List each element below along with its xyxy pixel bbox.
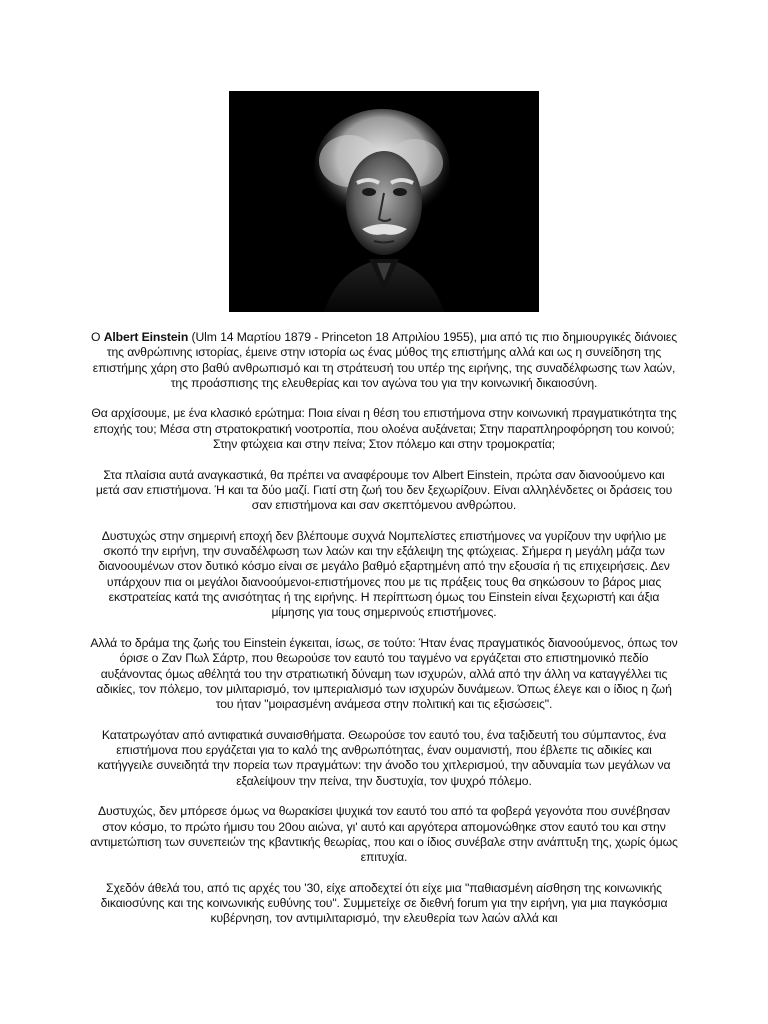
paragraph-1: [90, 330, 678, 391]
paragraph-1-body: (Ulm 14 Μαρτίου 1879 - Princeton 18 Απριλίου 1955), μια από τις πιο δημιουργικές διάνοιες της ανθρώπινης ιστορίας, έμεινε στην ιστορία ως ένας μύθος της επιστήμης αλλά και ως η συνείδηση της επιστήμης χάρη στο βαθύ ανθρωπισμό και τη στράτευσή του υπέρ της ειρήνης, της συναδέλφωσης των λαών, της προάσπισης της ελευθερίας και τον αγώνα του για την κοινωνική δικαιοσύνη.: [92, 330, 677, 390]
paragraph-7: Δυστυχώς, δεν μπόρεσε όμως να θωρακίσει ψυχικά τον εαυτό του από τα φοβερά γεγονότα που συνέβησαν στον κόσμο, το πρώτο ήμισυ του 20ου αιώνα, γι' αυτό και αργότερα απομονώθηκε στον εαυτό του και στην αντιμετώπιση των συνεπειών της κβαντικής θεωρίας, που και ο ίδιος συνέβαλε στην ανάπτυξη της, χωρίς όμως επιτυχία.: [90, 804, 678, 865]
portrait-illustration: [229, 91, 539, 312]
portrait-photo: [229, 91, 539, 312]
paragraph-3: Στα πλαίσια αυτά αναγκαστικά, θα πρέπει να αναφέρουμε τον Albert Einstein, πρώτα σαν διανοούμενο και μετά σαν επιστήμονα. Ή και τα δύο μαζί. Γιατί στη ζωή του δεν ξεχωρίζουν. Είναι αλληλένδετες οι δράσεις του σαν επιστήμονα και σαν σκεπτόμενου ανθρώπου.: [95, 467, 673, 513]
subject-name: Albert Einstein: [103, 330, 189, 344]
paragraph-4: Δυστυχώς στην σημερινή εποχή δεν βλέπουμε συχνά Νομπελίστες επιστήμονες να γυρίζουν την υφήλιο με σκοπό την ειρήνη, την συναδέλφωση των λαών και την εξάλειψη της φτώχειας. Σήμερα η μεγάλη μάζα των διανοουμένων στον δυτικό κόσμο είναι σε μεγάλο βαθμό εξαρτημένη από την εξουσία ή τις επιχειρήσεις. Δεν υπάρχουν πια οι μεγάλοι διανοούμενοι-επιστήμονες που με τις πράξεις τους θα σηκώσουν το βάρος μιας εκστρατείας κατά της ανισότητας ή της ειρήνης. Η περίπτωση όμως του Einstein είναι ξεχωριστή και άξια μίμησης για τους σημερινούς επιστήμονες.: [98, 528, 670, 620]
paragraph-5: Αλλά το δράμα της ζωής του Einstein έγκειται, ίσως, σε τούτο: Ήταν ένας πραγματικός διανοούμενος, όπως τον όρισε ο Ζαν Πωλ Σάρτρ, που θεωρούσε τον εαυτό του ταγμένο να εργάζεται στο επιστημονικό πεδίο αυξάνοντας όμως αθέλητά του την στρατιωτική δύναμη των ισχυρών, αλλά από την άλλη να καταγγέλλει τις αδικίες, τον πόλεμο, τον μιλιταρισμό, τον ιμπεριαλισμό των ισχυρών δυνάμεων. Όπως έλεγε και ο ίδιος η ζωή του ήταν "μοιρασμένη ανάμεσα στην πολιτική και τις εξισώσεις".: [90, 635, 678, 712]
paragraph-6: Κατατρωγόταν από αντιφατικά συναισθήματα. Θεωρούσε τον εαυτό του, ένα ταξιδευτή του σύμπαντος, ένα επιστήμονα που εργάζεται για το καλό της ανθρωπότητας, έναν ουμανιστή, που έβλεπε τις αδικίες και κατήγγειλε συνειδητά την πορεία των πραγμάτων: την άνοδο του χιτλερισμού, την αδυναμία των μεγάλων να εξαλείψουν την πείνα, την δυστυχία, τον ψυχρό πόλεμο.: [97, 727, 671, 788]
paragraph-2: Θα αρχίσουμε, με ένα κλασικό ερώτημα: Ποια είναι η θέση του επιστήμονα στην κοινωνική πραγματικότητα της εποχής του; Μέσα στη στρατοκρατική νοοτροπία, που ολοένα αυξάνεται; Στην παραπληροφόρηση του κοινού; Στην φτώχεια και στην πείνα; Στον πόλεμο και στην τρομοκρατία;: [91, 406, 677, 452]
article-text: [90, 330, 678, 942]
paragraph-8: Σχεδόν άθελά του, από τις αρχές του '30, είχε αποδεχτεί ότι είχε μια "παθιασμένη αίσθηση της κοινωνικής δικαιοσύνης και της κοινωνικής ευθύνης του". Συμμετείχε σε διεθνή forum για την ειρήνη, για μια παγκόσμια κυβέρνηση, τον αντιμιλιταρισμό, την ελευθερία των λαών αλλά και: [100, 880, 668, 926]
paragraph-1-prefix: Ο: [91, 330, 104, 344]
